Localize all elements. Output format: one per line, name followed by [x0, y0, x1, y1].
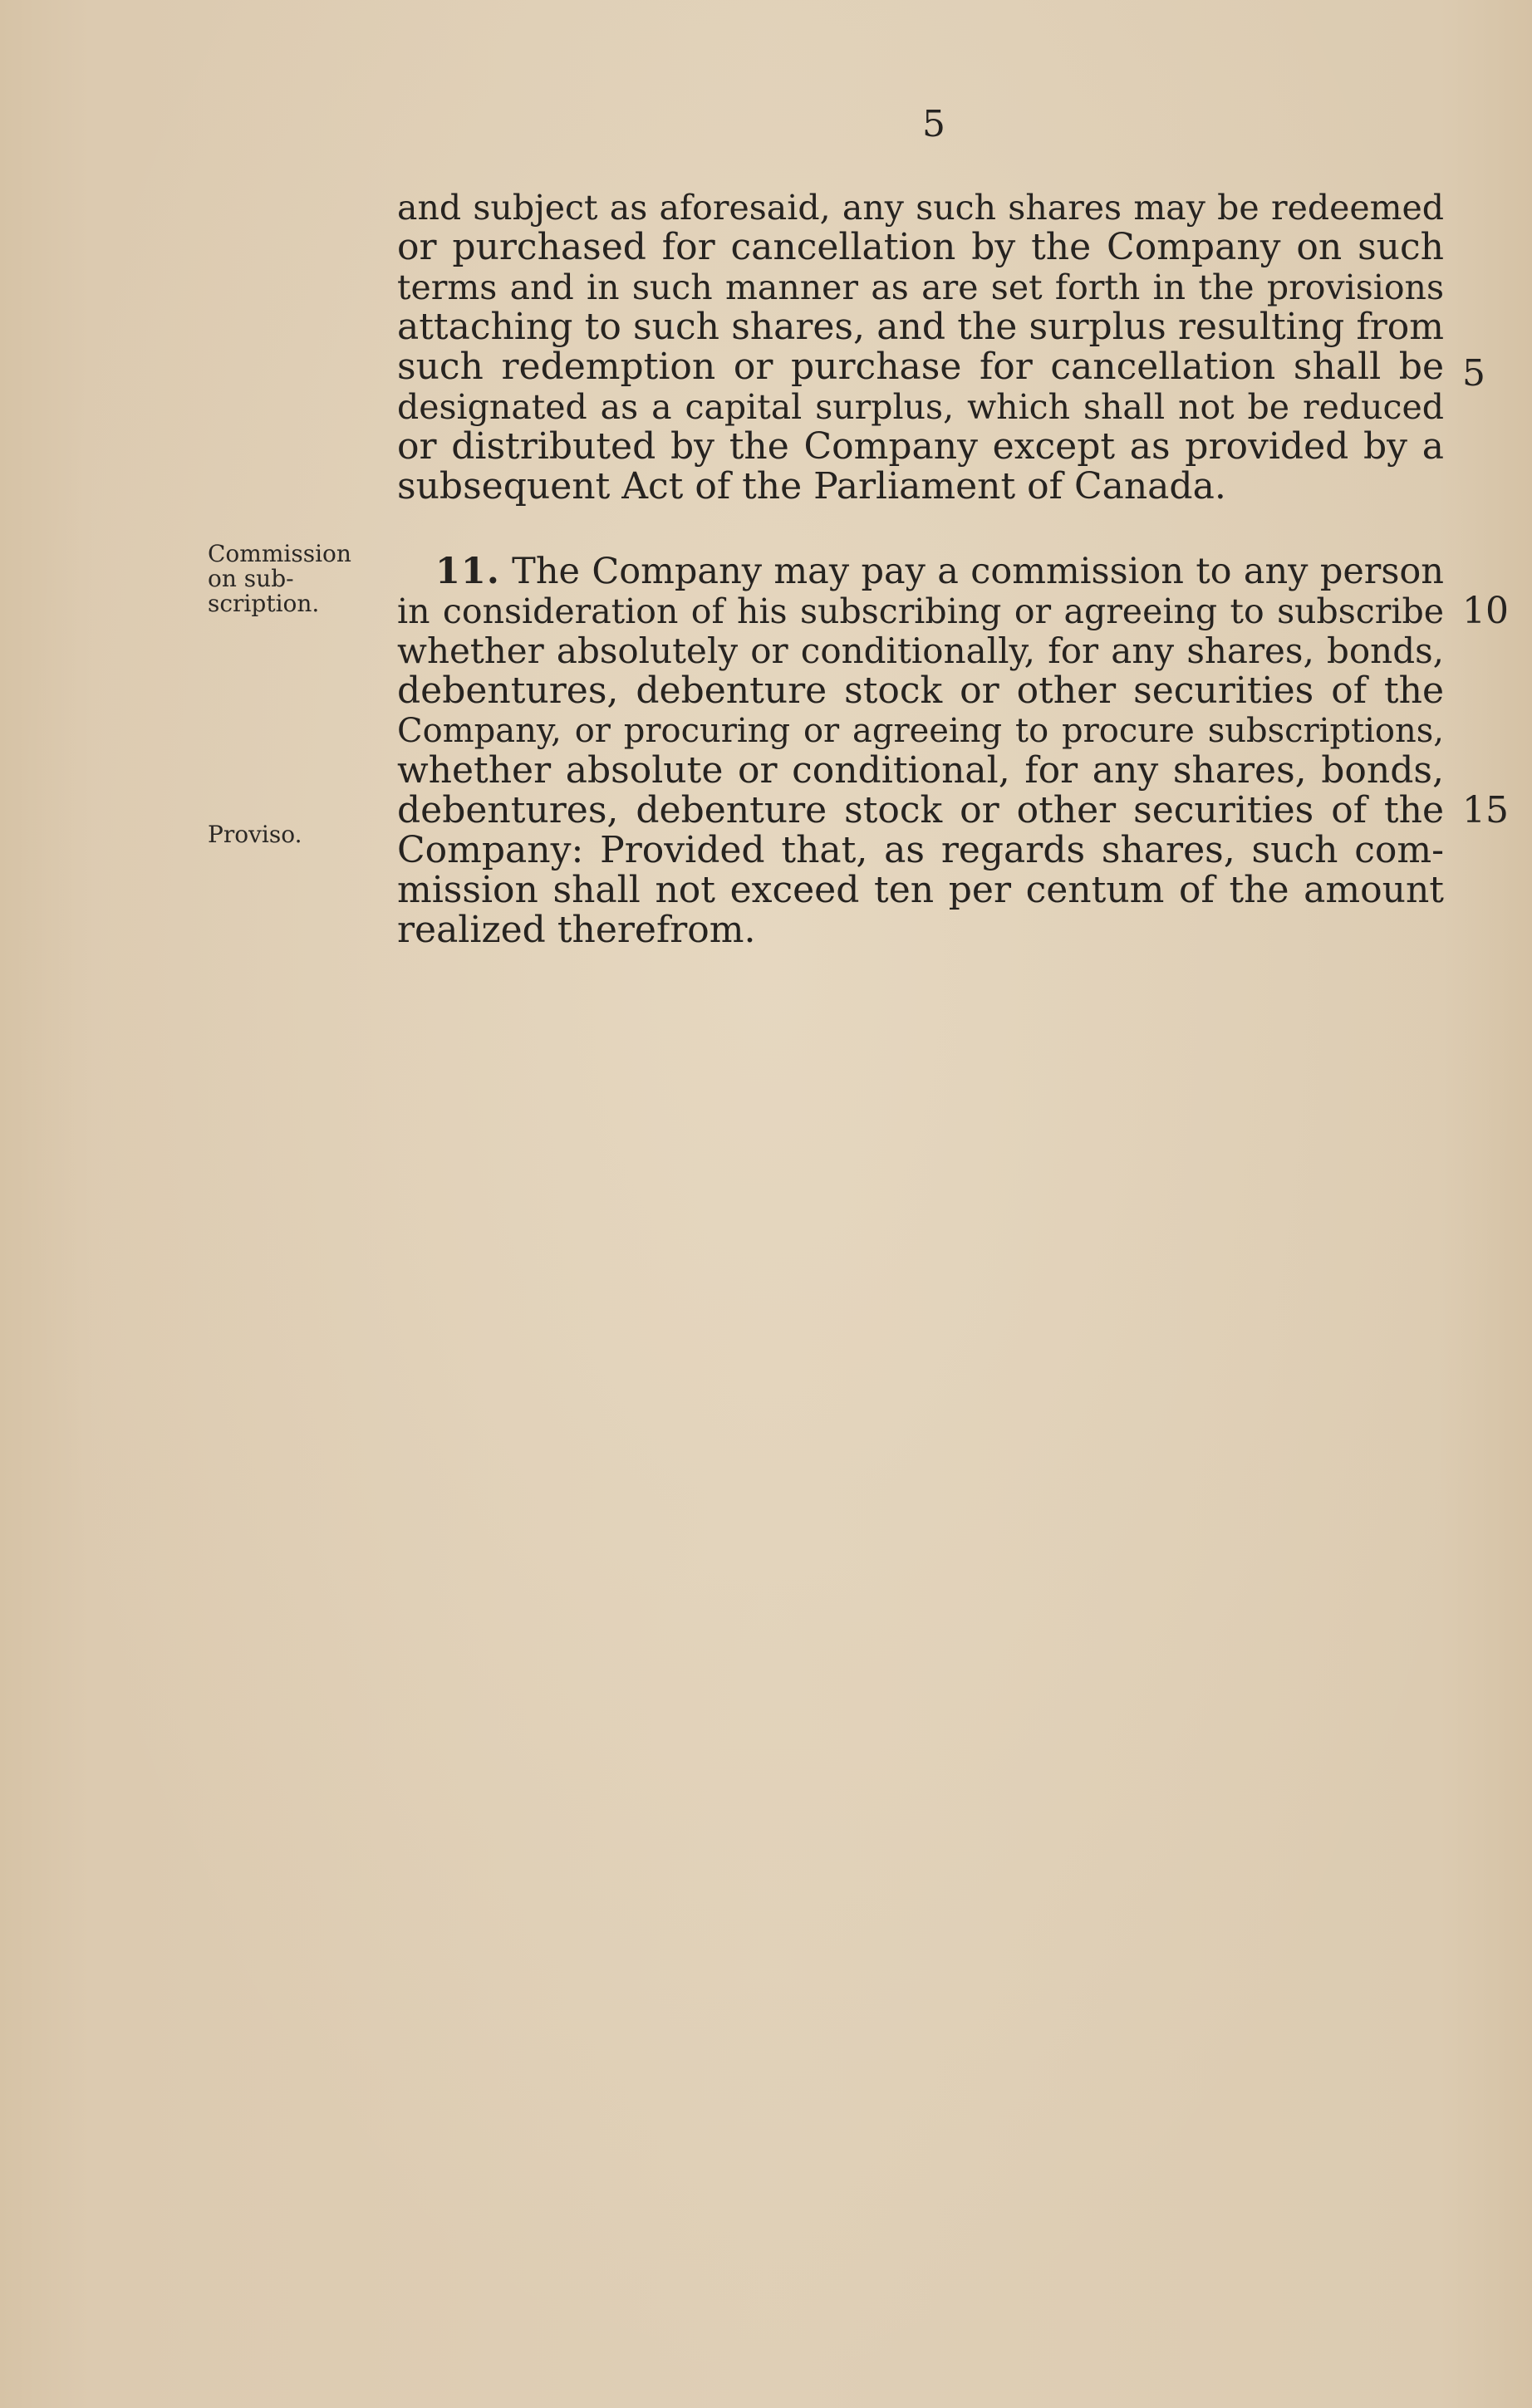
text-line: in consideration of his subscribing or agreeing to subscribe	[397, 591, 1444, 631]
text-line: or purchased for cancellation by the Company on such	[397, 226, 1444, 268]
section-first-line	[435, 552, 1444, 591]
text-line: Company: Provided that, as regards shares, such com-	[397, 829, 1444, 871]
section-first-line-text: The Company may pay a commission to any person	[512, 551, 1444, 592]
text-line: terms and in such manner as are set forth in the provisions	[397, 267, 1444, 307]
page-number: 5	[922, 103, 945, 145]
text-line: and subject as aforesaid, any such shares may be redeemed	[397, 188, 1444, 228]
line-number: 15	[1462, 789, 1509, 831]
margin-note-line: scription.	[208, 590, 320, 617]
text-line: debentures, debenture stock or other securities of the	[397, 789, 1444, 831]
margin-note-line: on sub-	[208, 565, 294, 592]
text-line: such redemption or purchase for cancellation shall be	[397, 346, 1444, 388]
text-line: whether absolute or conditional, for any shares, bonds,	[397, 749, 1444, 792]
text-line: debentures, debenture stock or other securities of the	[397, 669, 1444, 712]
text-line: Company, or procuring or agreeing to procure subscriptions,	[397, 712, 1444, 750]
text-line: designated as a capital surplus, which shall not be reduced	[397, 387, 1444, 427]
text-line: realized therefrom.	[397, 909, 756, 951]
text-line: mission shall not exceed ten per centum of the amount	[397, 869, 1444, 911]
text-line: or distributed by the Company except as provided by a	[397, 425, 1444, 468]
text-line: subsequent Act of the Parliament of Canada.	[397, 465, 1226, 508]
text-line: attaching to such shares, and the surplus resulting from	[397, 306, 1444, 348]
margin-note-proviso: Proviso.	[208, 821, 302, 848]
margin-note-commission	[208, 542, 374, 616]
line-number: 10	[1462, 590, 1509, 632]
margin-note-line: Commission	[208, 540, 351, 567]
section-number: 11.	[435, 551, 500, 592]
line-number: 5	[1462, 352, 1485, 395]
text-line: whether absolutely or conditionally, for any shares, bonds,	[397, 630, 1444, 671]
